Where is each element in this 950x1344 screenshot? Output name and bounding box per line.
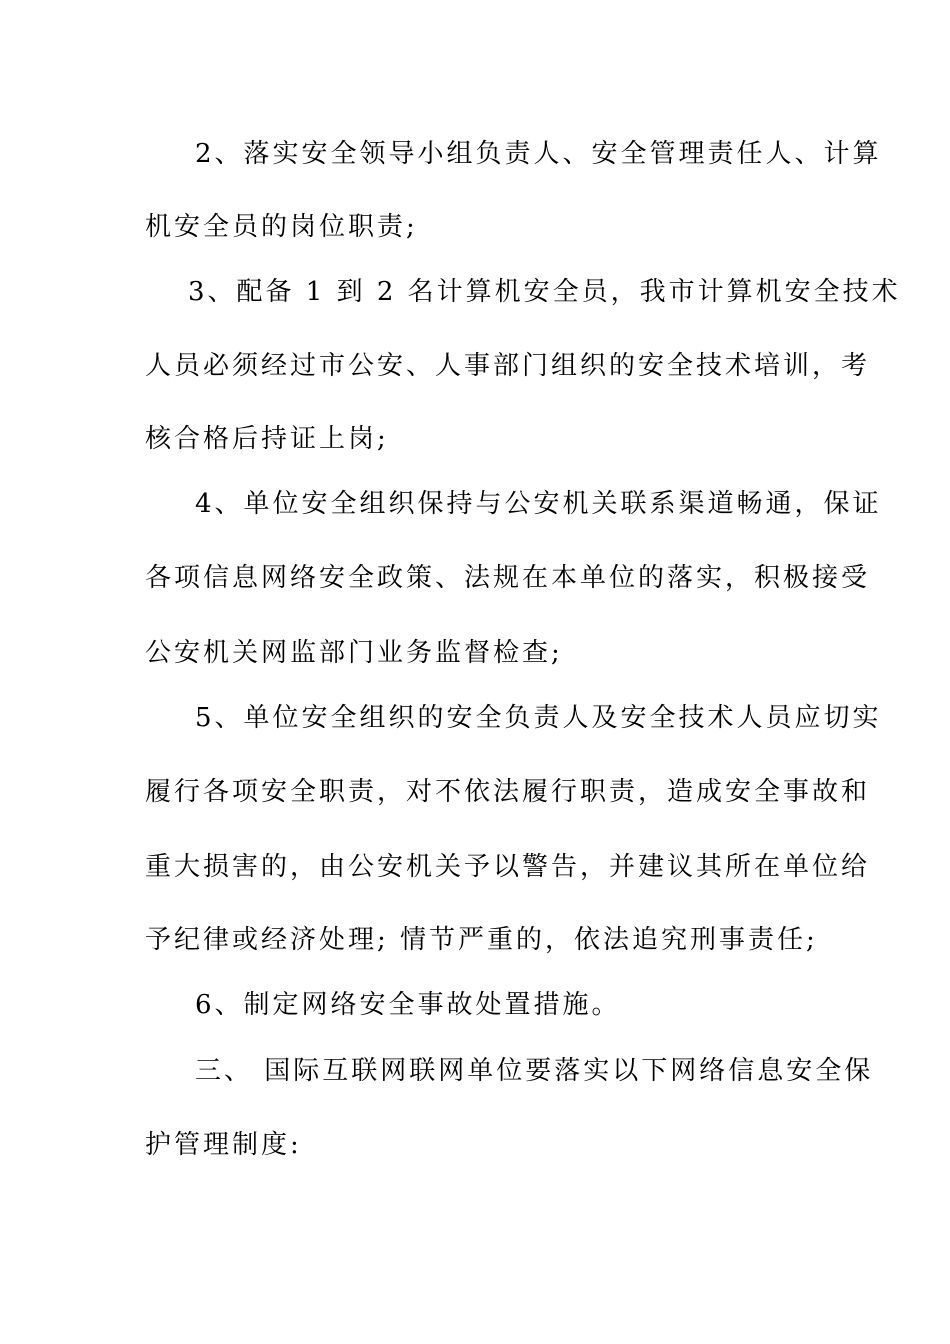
- paragraph-5-line-4: 予纪律或经济处理; 情节严重的，依法追究刑事责任;: [145, 925, 818, 955]
- paragraph-4-line-2: 各项信息网络安全政策、法规在本单位的落实，积极接受: [145, 563, 871, 593]
- paragraph-4-line-3: 公安机关网监部门业务监督检查;: [145, 638, 563, 668]
- paragraph-2-line-1: 2、落实安全领导小组负责人、安全管理责任人、计算: [195, 139, 882, 169]
- paragraph-5-line-2: 履行各项安全职责，对不依法履行职责，造成安全事故和: [145, 777, 871, 807]
- paragraph-4-line-1: 4、单位安全组织保持与公安机关联系渠道畅通，保证: [195, 489, 882, 519]
- paragraph-3-line-1: 3、配备 1 到 2 名计算机安全员，我市计算机安全技术: [188, 277, 901, 307]
- section-3-line-1: 三、 国际互联网联网单位要落实以下网络信息安全保: [195, 1056, 874, 1086]
- section-3-line-2: 护管理制度:: [145, 1130, 302, 1160]
- paragraph-5-line-1: 5、单位安全组织的安全负责人及安全技术人员应切实: [195, 703, 882, 733]
- paragraph-6-line-1: 6、制定网络安全事故处置措施。: [195, 990, 621, 1020]
- paragraph-5-line-3: 重大损害的，由公安机关予以警告，并建议其所在单位给: [145, 852, 871, 882]
- paragraph-3-line-2: 人员必须经过市公安、人事部门组织的安全技术培训，考: [145, 351, 871, 381]
- paragraph-3-line-3: 核合格后持证上岗;: [145, 424, 389, 454]
- paragraph-2-line-2: 机安全员的岗位职责;: [145, 212, 418, 242]
